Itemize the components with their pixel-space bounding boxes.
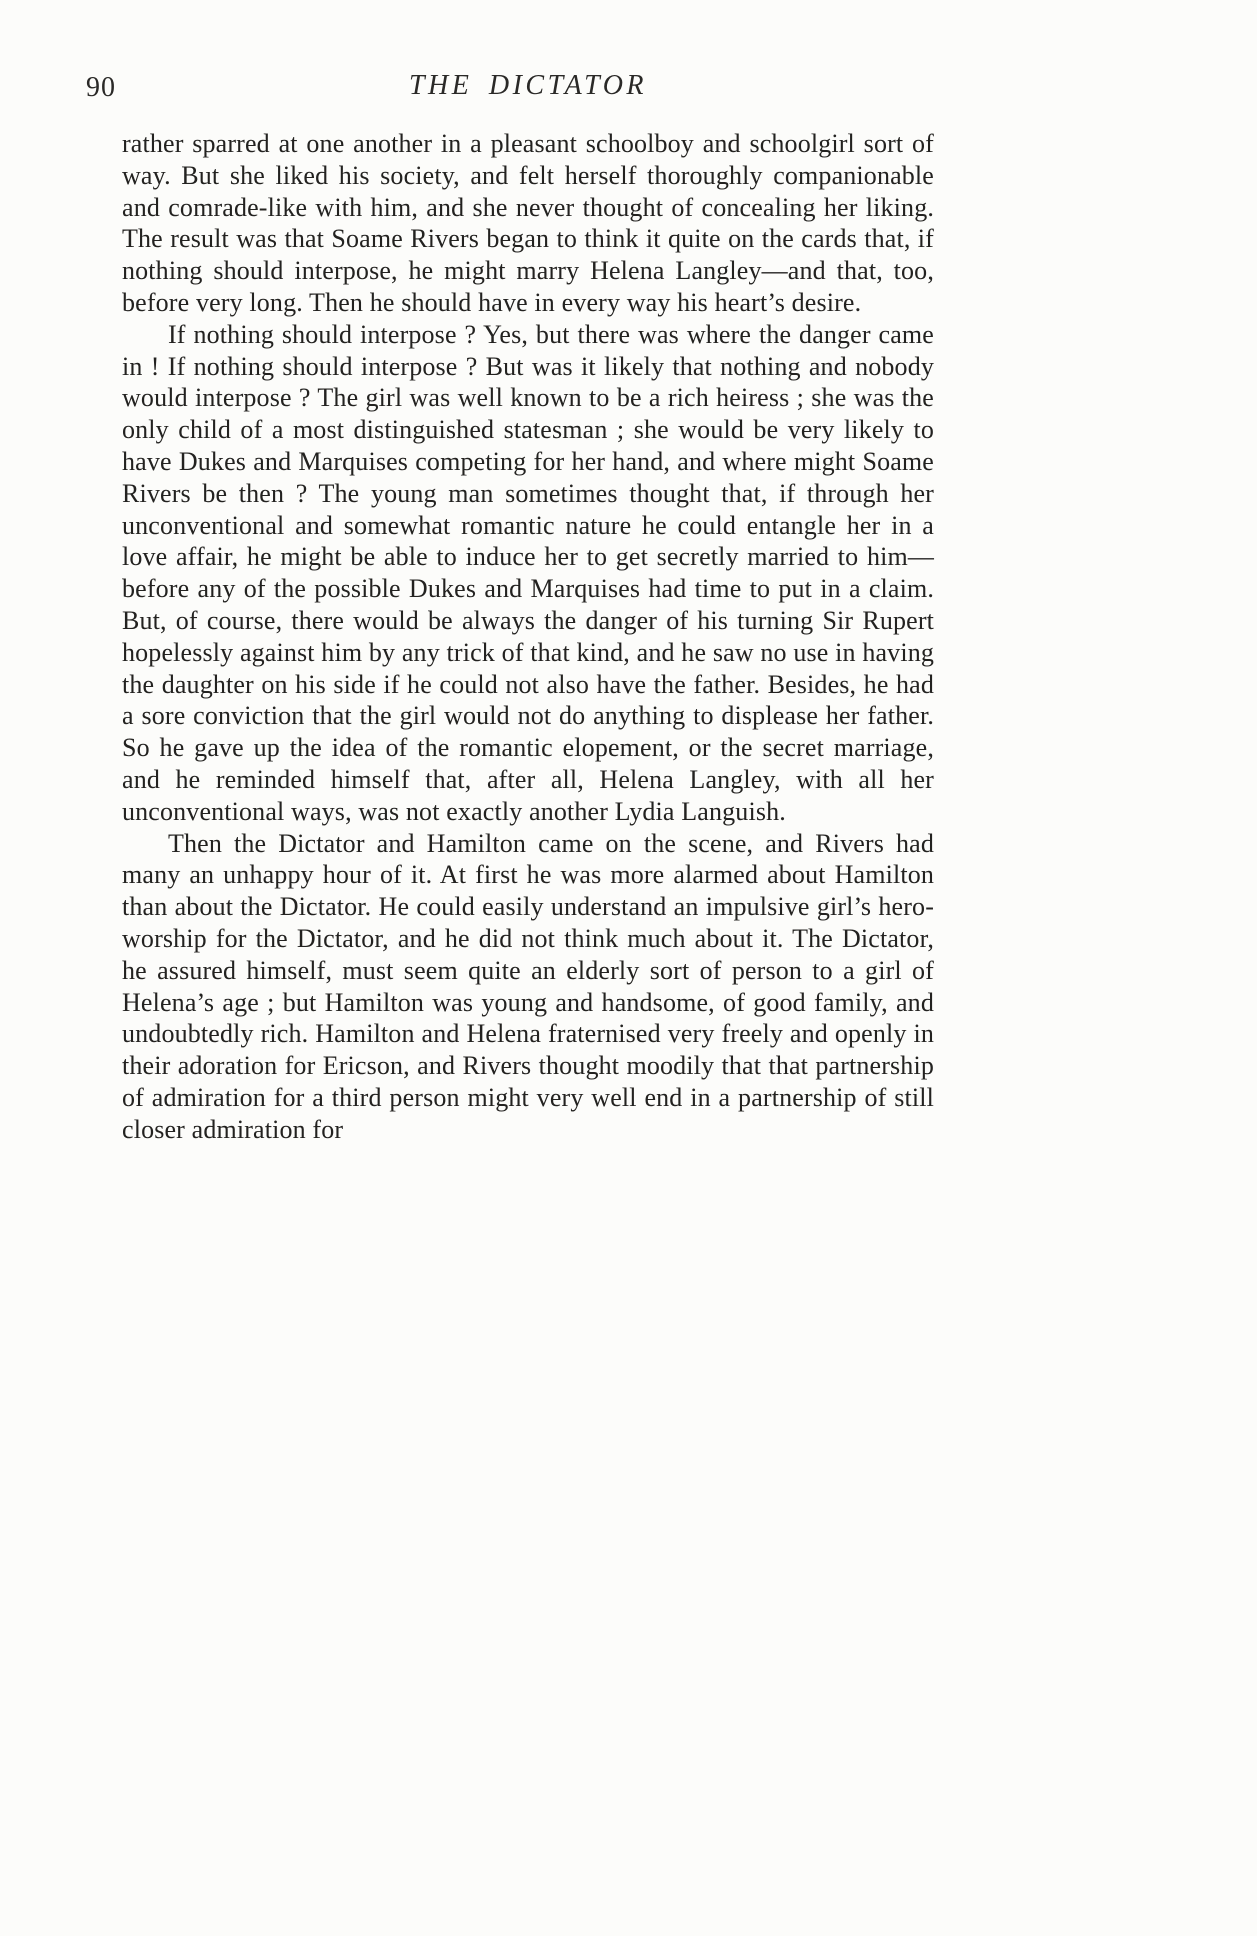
- paragraph-3: Then the Dictator and Hamilton came on the scene, and Rivers had many an unhappy hour of it. At first he was more alarmed about Hamilton than about the Dictator. He could easily understand an impulsive girl’s hero-worship for the Dictator, and he did not think much about it. The Dictator, he assured himself, must seem quite an elderly sort of person to a girl of Helena’s age ; but Hamilton was young and handsome, of good family, and undoubtedly rich. Hamilton and Helena fraternised very freely and openly in their adoration for Ericson, and Rivers thought moodily that that partnership of admiration for a third person might very well end in a partnership of still closer admiration for: [122, 828, 934, 1144]
- paragraph-1: rather sparred at one another in a pleasant schoolboy and schoolgirl sort of way. But she liked his society, and felt herself thoroughly companionable and comrade-like with him, and she never thought of concealing her liking. The result was that Soame Rivers began to think it quite on the cards that, if nothing should interpose, he might marry Helena Langley—and that, too, before very long. Then he should have in every way his heart’s desire.: [122, 129, 934, 317]
- running-title: THE DICTATOR: [408, 70, 648, 101]
- paragraph-2: If nothing should interpose ? Yes, but there was where the danger came in ! If nothing should interpose ? But was it likely that nothing and nobody would interpose ? The girl was well known to be a rich heiress ; she was the only child of a most distinguished statesman ; she would be very likely to have Dukes and Marquises competing for her hand, and where might Soame Rivers be then ? The young man sometimes thought that, if through her unconventional and somewhat romantic nature he could entangle her in a love affair, he might be able to induce her to get secretly married to him—before any of the possible Dukes and Marquises had time to put in a claim. But, of course, there would be always the danger of his turning Sir Rupert hopelessly against him by any trick of that kind, and he saw no use in having the daughter on his side if he could not also have the father. Besides, he had a sore conviction that the girl would not do anything to displease her father. So he gave up the idea of the romantic elopement, or the secret marriage, and he reminded himself that, after all, Helena Langley, with all her unconventional ways, was not exactly another Lydia Languish.: [122, 319, 934, 826]
- page-header: [86, 70, 934, 110]
- body-text: [122, 128, 934, 1146]
- page-number: 90: [86, 72, 116, 103]
